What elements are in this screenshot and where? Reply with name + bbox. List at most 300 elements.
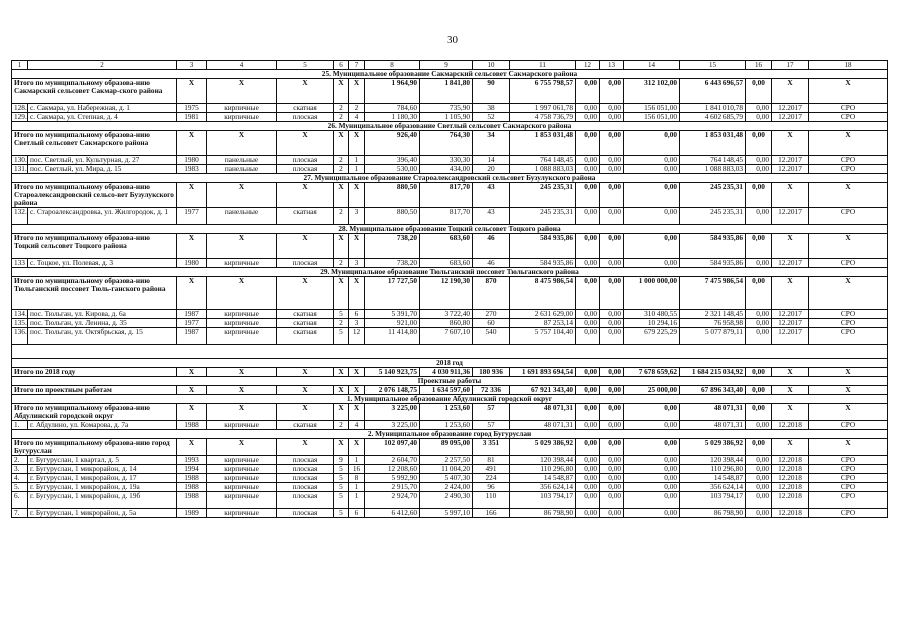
section-title: 27. Муниципальное образование Староалександровский сельсовет Бузулукского района [12, 174, 888, 183]
table-cell: 0,00 [624, 465, 680, 474]
column-number: 2 [28, 61, 177, 70]
subtotal-value: 683,60 [420, 234, 473, 259]
subtotal-value: X [772, 234, 809, 259]
table-cell: 0,00 [600, 421, 624, 430]
table-cell: 2 [334, 319, 349, 328]
table-row [12, 328, 888, 345]
table-cell: 46 [473, 259, 510, 268]
table-cell: 12.2018 [772, 421, 809, 430]
subtotal-value: X [177, 277, 207, 310]
table-cell: кирпичные [207, 259, 277, 268]
table-cell: 120 398,44 [510, 456, 576, 465]
table-cell: 0,00 [746, 474, 772, 483]
table-row [12, 474, 888, 483]
subtotal-value: X [772, 386, 809, 395]
table-cell: 81 [473, 456, 510, 465]
column-number: 8 [365, 61, 420, 70]
table-cell: 1 088 883,03 [510, 165, 576, 174]
table-cell: 1 [349, 156, 365, 165]
table-cell: СРО [809, 421, 888, 430]
subtotal-value: X [809, 439, 888, 456]
table-cell: 16 [349, 465, 365, 474]
subtotal-value: X [277, 131, 334, 156]
column-number: 16 [746, 61, 772, 70]
table-cell: 0,00 [624, 474, 680, 483]
address-cell: с. Тоцкое, ул. Полевая, д. 3 [28, 259, 177, 268]
table-cell: 817,70 [420, 208, 473, 225]
subtotal-value: 6 755 798,57 [510, 79, 576, 104]
subtotal-label: Итого по муниципальному образова-нию Абдулинский городской округ [12, 404, 177, 421]
table-cell: 0,00 [624, 492, 680, 509]
table-cell: плоская [277, 474, 334, 483]
section-title: 1. Муниципальное образование Абдулинский городской округ [12, 395, 888, 404]
subtotal-value: 180 936 [473, 368, 510, 377]
table-cell: 4 758 736,79 [510, 113, 576, 122]
table-cell: 1977 [177, 208, 207, 225]
column-number: 15 [680, 61, 746, 70]
table-cell: скатная [277, 208, 334, 225]
subtotal-value: 880,50 [365, 183, 420, 208]
subtotal-value: 2 076 148,75 [365, 386, 420, 395]
table-cell: 224 [473, 474, 510, 483]
table-cell: плоская [277, 509, 334, 518]
table-cell: 0,00 [746, 483, 772, 492]
subtotal-value: 312 102,00 [624, 79, 680, 104]
table-row [12, 156, 888, 165]
table-cell: 1993 [177, 456, 207, 465]
table-cell: СРО [809, 492, 888, 509]
table-cell: 735,90 [420, 104, 473, 113]
table-cell: 764 148,45 [510, 156, 576, 165]
table-cell: 245 235,31 [510, 208, 576, 225]
subtotal-value: 1 000 000,00 [624, 277, 680, 310]
table-cell: 110 296,80 [510, 465, 576, 474]
subtotal-row [12, 131, 888, 156]
table-cell: 128. [12, 104, 28, 113]
table-cell: 12 [349, 328, 365, 345]
table-cell: 1 180,30 [365, 113, 420, 122]
address-cell: пос. Тюльган, ул. Ленина, д. 35 [28, 319, 177, 328]
table-cell: 0,00 [600, 113, 624, 122]
column-number: 5 [277, 61, 334, 70]
table-cell: СРО [809, 165, 888, 174]
table-cell: 0,00 [746, 456, 772, 465]
table-cell: СРО [809, 156, 888, 165]
subtotal-label: Итого по муниципальному образова-нию Сакмарский сельсовет Сакмар-ского района [12, 79, 177, 104]
column-number: 12 [576, 61, 600, 70]
subtotal-value: 48 071,31 [510, 404, 576, 421]
subtotal-value: X [177, 439, 207, 456]
table-cell: 14 [473, 156, 510, 165]
table-row [12, 208, 888, 225]
subtotal-value: X [349, 183, 365, 208]
table-cell: плоская [277, 456, 334, 465]
table-cell: 1989 [177, 509, 207, 518]
subtotal-value: X [207, 439, 277, 456]
subtotal-value: X [277, 277, 334, 310]
subtotal-value: 1 634 597,60 [420, 386, 473, 395]
table-cell: 0,00 [624, 483, 680, 492]
subtotal-value: 0,00 [746, 183, 772, 208]
subtotal-value: 1 964,90 [365, 79, 420, 104]
table-cell: 0,00 [600, 259, 624, 268]
subtotal-value: X [277, 79, 334, 104]
subtotal-value: 0,00 [600, 277, 624, 310]
subtotal-value: 6 443 696,57 [680, 79, 746, 104]
subtotal-value: X [207, 404, 277, 421]
subtotal-value: 1 691 893 694,54 [510, 368, 576, 377]
section-title: Проектные работы [12, 377, 888, 386]
table-cell: 96 [473, 483, 510, 492]
table-cell: 0,00 [576, 319, 600, 328]
table-cell: 1977 [177, 319, 207, 328]
subtotal-label: Итого по муниципальному образова-нию город Бугуруслан [12, 439, 177, 456]
table-cell: кирпичные [207, 113, 277, 122]
table-cell: 12.2017 [772, 156, 809, 165]
table-cell: 1980 [177, 156, 207, 165]
table-cell: 2 [334, 104, 349, 113]
subtotal-value: 0,00 [624, 404, 680, 421]
table-cell: 12 208,60 [365, 465, 420, 474]
subtotal-value: 0,00 [600, 368, 624, 377]
table-cell: 5 997,10 [420, 509, 473, 518]
subtotal-value: 1 853 031,48 [680, 131, 746, 156]
subtotal-value: 764,30 [420, 131, 473, 156]
column-number: 11 [510, 61, 576, 70]
spacer-row [12, 345, 888, 359]
section-header-row [12, 70, 888, 79]
subtotal-value: X [207, 131, 277, 156]
table-row [12, 509, 888, 518]
subtotal-value: X [207, 79, 277, 104]
table-cell: СРО [809, 319, 888, 328]
table-cell: 5 757 104,40 [510, 328, 576, 345]
section-title: 26. Муниципальное образование Светлый сельсовет Сакмарского района [12, 122, 888, 131]
table-cell: 0,00 [746, 310, 772, 319]
subtotal-row [12, 234, 888, 259]
table-cell: 738,20 [365, 259, 420, 268]
table-cell: 0,00 [600, 492, 624, 509]
subtotal-value: 0,00 [576, 404, 600, 421]
table-row [12, 319, 888, 328]
table-cell: 1988 [177, 492, 207, 509]
section-title: 29. Муниципальное образование Тюльганский поссовет Тюльганского района [12, 268, 888, 277]
subtotal-value: 0,00 [600, 439, 624, 456]
table-cell: скатная [277, 310, 334, 319]
table-cell: 43 [473, 208, 510, 225]
table-cell: СРО [809, 474, 888, 483]
subtotal-value: 67 921 343,40 [510, 386, 576, 395]
subtotal-value: 67 896 343,40 [680, 386, 746, 395]
subtotal-value: X [349, 386, 365, 395]
subtotal-value: 0,00 [600, 404, 624, 421]
subtotal-value: 870 [473, 277, 510, 310]
subtotal-value: 72 336 [473, 386, 510, 395]
subtotal-value: X [277, 368, 334, 377]
section-header-row [12, 430, 888, 439]
table-cell: 5 [334, 474, 349, 483]
capital-repair-table [11, 60, 888, 518]
section-header-row [12, 225, 888, 234]
subtotal-value: 0,00 [624, 234, 680, 259]
table-cell: 1983 [177, 165, 207, 174]
table-cell: СРО [809, 208, 888, 225]
subtotal-value: 0,00 [746, 368, 772, 377]
subtotal-label: Итого по проектным работам [12, 386, 177, 395]
address-cell: г. Бугуруслан, 1 микрорайон, д. 19б [28, 492, 177, 509]
subtotal-value: 1 684 215 034,92 [680, 368, 746, 377]
table-cell: кирпичные [207, 492, 277, 509]
table-cell: 3 722,40 [420, 310, 473, 319]
section-header-row [12, 174, 888, 183]
address-cell: г. Бугуруслан, 1 микрорайон, д. 14 [28, 465, 177, 474]
table-cell: 5 077 879,11 [680, 328, 746, 345]
subtotal-value: X [334, 79, 349, 104]
table-cell: плоская [277, 483, 334, 492]
table-cell: 131. [12, 165, 28, 174]
subtotal-value: 1 853 031,48 [510, 131, 576, 156]
subtotal-value: 48 071,31 [680, 404, 746, 421]
subtotal-value: 817,70 [420, 183, 473, 208]
address-cell: г. Абдулино, ул. Комарова, д. 7а [28, 421, 177, 430]
subtotal-value: 0,00 [746, 234, 772, 259]
subtotal-value: 12 190,30 [420, 277, 473, 310]
subtotal-value: X [772, 404, 809, 421]
subtotal-value: X [772, 79, 809, 104]
subtotal-value: X [349, 131, 365, 156]
table-cell: 356 624,14 [680, 483, 746, 492]
table-cell: 133 [12, 259, 28, 268]
table-cell: 1 841 010,78 [680, 104, 746, 113]
table-cell: 0,00 [600, 465, 624, 474]
table-cell: 0,00 [600, 165, 624, 174]
table-cell: 584 935,86 [510, 259, 576, 268]
table-cell: 860,80 [420, 319, 473, 328]
table-row [12, 310, 888, 319]
subtotal-value: 0,00 [746, 439, 772, 456]
subtotal-value: X [277, 234, 334, 259]
section-header-row [12, 268, 888, 277]
table-cell: 6. [12, 492, 28, 509]
table-cell: 0,00 [576, 165, 600, 174]
table-cell: 2 [334, 421, 349, 430]
table-row [12, 104, 888, 113]
table-cell: 0,00 [746, 104, 772, 113]
table-cell: 136. [12, 328, 28, 345]
table-cell: 3. [12, 465, 28, 474]
section-header-row [12, 395, 888, 404]
address-cell: пос. Светлый, ул. Культурная, д. 27 [28, 156, 177, 165]
table-cell: 3 [349, 319, 365, 328]
table-cell: 0,00 [576, 259, 600, 268]
table-cell: 10 294,16 [624, 319, 680, 328]
table-cell: 103 794,17 [680, 492, 746, 509]
table-cell: 57 [473, 421, 510, 430]
table-cell: 156 051,00 [624, 113, 680, 122]
table-cell: СРО [809, 259, 888, 268]
column-number: 4 [207, 61, 277, 70]
subtotal-value: 3 225,00 [365, 404, 420, 421]
table-cell: 0,00 [746, 259, 772, 268]
column-number: 6 [334, 61, 349, 70]
table-cell: 14 548,87 [680, 474, 746, 483]
table-cell: 584 935,86 [680, 259, 746, 268]
table-cell: 0,00 [600, 319, 624, 328]
subtotal-value: X [809, 404, 888, 421]
table-cell: СРО [809, 456, 888, 465]
table-cell: 5 [334, 509, 349, 518]
subtotal-row [12, 368, 888, 377]
table-cell: плоская [277, 113, 334, 122]
table-cell: 5 [334, 310, 349, 319]
subtotal-value: X [772, 439, 809, 456]
table-cell: 0,00 [624, 421, 680, 430]
table-cell: 310 480,55 [624, 310, 680, 319]
address-cell: с. Староалександровка, ул. Жилгородок, д. 1 [28, 208, 177, 225]
table-cell: СРО [809, 104, 888, 113]
subtotal-value: X [772, 131, 809, 156]
table-cell: 8 [349, 474, 365, 483]
subtotal-value: 5 140 923,75 [365, 368, 420, 377]
table-cell: 11 414,80 [365, 328, 420, 345]
table-cell: 12.2018 [772, 492, 809, 509]
column-number: 14 [624, 61, 680, 70]
table-cell: 491 [473, 465, 510, 474]
table-cell: плоская [277, 465, 334, 474]
subtotal-value: 1 253,60 [420, 404, 473, 421]
table-cell: кирпичные [207, 474, 277, 483]
table-cell: 4 [349, 421, 365, 430]
subtotal-value: X [334, 368, 349, 377]
table-cell: 48 071,31 [680, 421, 746, 430]
table-cell: 7 607,10 [420, 328, 473, 345]
table-cell: 6 [349, 310, 365, 319]
table-cell: 4. [12, 474, 28, 483]
subtotal-value: 0,00 [576, 234, 600, 259]
projects-header-row [12, 377, 888, 386]
table-cell: 2 [334, 259, 349, 268]
table-cell: 12.2017 [772, 310, 809, 319]
table-cell: 129. [12, 113, 28, 122]
subtotal-value: 245 235,31 [510, 183, 576, 208]
subtotal-value: 17 727,50 [365, 277, 420, 310]
table-cell: 9 [334, 456, 349, 465]
subtotal-value: X [349, 404, 365, 421]
table-cell: 2 [334, 113, 349, 122]
table-cell: 0,00 [624, 156, 680, 165]
table-cell: скатная [277, 104, 334, 113]
table-cell: 2 [334, 208, 349, 225]
table-cell: 12.2017 [772, 259, 809, 268]
address-cell: г. Бугуруслан, 1 микрорайон, д. 17 [28, 474, 177, 483]
table-cell: 76 958,98 [680, 319, 746, 328]
table-cell: 1 [349, 483, 365, 492]
table-cell: 2 490,30 [420, 492, 473, 509]
table-cell: 130. [12, 156, 28, 165]
table-cell: плоская [277, 492, 334, 509]
table-cell: 0,00 [576, 104, 600, 113]
table-cell: 0,00 [576, 474, 600, 483]
table-cell: 5 [334, 492, 349, 509]
table-cell: 0,00 [576, 421, 600, 430]
subtotal-value: X [177, 183, 207, 208]
table-cell: 0,00 [576, 483, 600, 492]
section-title: 2018 год [12, 359, 888, 368]
subtotal-label: Итого по муниципальному образова-нию Староалександровский сельсо-вет Бузулукского района [12, 183, 177, 208]
table-cell: 0,00 [746, 113, 772, 122]
table-cell: 6 412,60 [365, 509, 420, 518]
column-number: 3 [177, 61, 207, 70]
table-cell: 12.2018 [772, 483, 809, 492]
subtotal-value: 90 [473, 79, 510, 104]
table-cell: 0,00 [600, 104, 624, 113]
subtotal-row [12, 439, 888, 456]
subtotal-value: X [277, 386, 334, 395]
table-cell: 2 321 148,45 [680, 310, 746, 319]
table-cell: 1988 [177, 474, 207, 483]
table-cell: 1975 [177, 104, 207, 113]
subtotal-value: 0,00 [600, 183, 624, 208]
table-cell: 0,00 [576, 509, 600, 518]
table-cell: 2 924,70 [365, 492, 420, 509]
subtotal-value: X [809, 386, 888, 395]
table-row [12, 165, 888, 174]
subtotal-value: 46 [473, 234, 510, 259]
table-cell: 5 992,90 [365, 474, 420, 483]
table-cell: 0,00 [746, 328, 772, 345]
table-cell: 5 391,70 [365, 310, 420, 319]
table-cell: 5 [334, 483, 349, 492]
address-cell: с. Сакмара, ул. Степная, д. 4 [28, 113, 177, 122]
table-cell: 11 004,20 [420, 465, 473, 474]
table-cell: 0,00 [624, 509, 680, 518]
subtotal-value: 0,00 [576, 183, 600, 208]
table-cell: 5 [334, 465, 349, 474]
subtotal-value: 0,00 [576, 368, 600, 377]
subtotal-value: 0,00 [746, 404, 772, 421]
table-cell: кирпичные [207, 328, 277, 345]
table-cell: 0,00 [576, 328, 600, 345]
table-cell: скатная [277, 319, 334, 328]
subtotal-value: X [207, 386, 277, 395]
table-cell: 86 798,90 [680, 509, 746, 518]
subtotal-value: 5 029 386,92 [510, 439, 576, 456]
table-row [12, 113, 888, 122]
subtotal-label: Итого по муниципальному образова-нию Тоцкий сельсовет Тоцкого района [12, 234, 177, 259]
subtotal-value: 102 097,40 [365, 439, 420, 456]
table-cell: 12.2017 [772, 104, 809, 113]
table-cell: 132. [12, 208, 28, 225]
subtotal-value: X [809, 234, 888, 259]
subtotal-value: 926,40 [365, 131, 420, 156]
subtotal-label: Итого по 2018 году [12, 368, 177, 377]
subtotal-value: 0,00 [576, 386, 600, 395]
year-header-row [12, 359, 888, 368]
subtotal-value: X [277, 404, 334, 421]
subtotal-value: X [177, 404, 207, 421]
subtotal-value: X [334, 183, 349, 208]
subtotal-value: X [772, 277, 809, 310]
subtotal-value: X [772, 183, 809, 208]
table-cell: кирпичные [207, 310, 277, 319]
table-cell: СРО [809, 509, 888, 518]
subtotal-value: 43 [473, 183, 510, 208]
subtotal-value: X [177, 79, 207, 104]
subtotal-value: X [334, 386, 349, 395]
subtotal-value: 1 841,80 [420, 79, 473, 104]
table-cell: 1 088 883,03 [680, 165, 746, 174]
table-cell: 245 235,31 [680, 208, 746, 225]
